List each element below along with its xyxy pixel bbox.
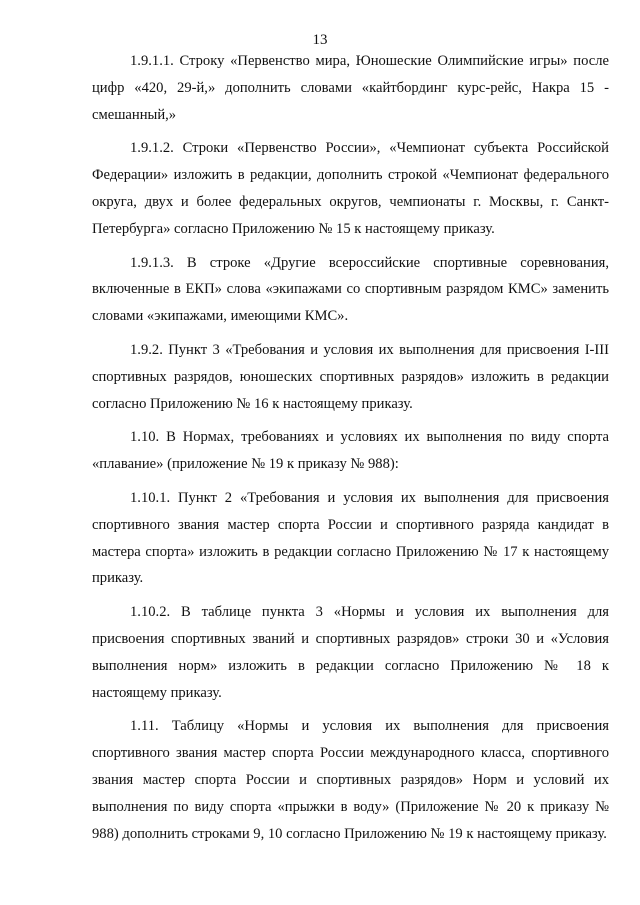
paragraph-1-10: 1.10. В Нормах, требованиях и условиях их выполнения по виду спорта «плавание» (приложение № 19 к приказу № 988): [92,429,609,473]
paragraph-1-11: 1.11. Таблицу «Нормы и условия их выполнения для присвоения спортивного звания мастер спорта России международного класса, спортивного звания мастер спорта России и спортивных разрядов» Норм и условий их выполнения по виду спорта «прыжки в воду» (Приложение № 20 к приказу № 988) дополнить строками 9, 10 согласно Приложению № 19 к настоящему приказу. [92,718,609,842]
paragraph-1-9-2: 1.9.2. Пункт 3 «Требования и условия их выполнения для присвоения I-III спортивных разрядов, юношеских спортивных разрядов» изложить в редакции согласно Приложению № 16 к настоящему приказу. [92,341,609,412]
paragraph-1-9-1-1: 1.9.1.1. Строку «Первенство мира, Юношеские Олимпийские игры» после цифр «420, 29-й,» дополнить словами «кайтбординг курс-рейс, Накра 15 - смешанный,» [92,53,609,123]
paragraph-1-9-1-3: 1.9.1.3. В строке «Другие всероссийские спортивные соревнования, включенные в ЕКП» слова «экипажами со спортивным разрядом КМС» заменить словами «экипажами, имеющими КМС». [92,254,609,325]
paragraph-1-10-2: 1.10.2. В таблице пункта 3 «Нормы и условия их выполнения для присвоения спортивных званий и спортивных разрядов» строки 30 и «Условия выполнения норм» изложить в редакции согласно Приложению № 18 к настоящему приказу. [92,604,609,701]
paragraph-1-9-1-2: 1.9.1.2. Строки «Первенство России», «Чемпионат субъекта Российской Федерации» изложить в редакции, дополнить строкой «Чемпионат федерального округа, двух и более федеральных округов, чемпионаты г. Москвы, г. Санкт-Петербурга» согласно Приложению № 15 к настоящему приказу. [92,140,609,237]
paragraph-1-10-1: 1.10.1. Пункт 2 «Требования и условия их выполнения для присвоения спортивного звания мастер спорта России и спортивного разряда кандидат в мастера спорта» изложить в редакции согласно Приложению № 17 к настоящему приказу. [92,489,609,587]
document-body [92,48,609,854]
page-number: 13 [312,32,328,48]
